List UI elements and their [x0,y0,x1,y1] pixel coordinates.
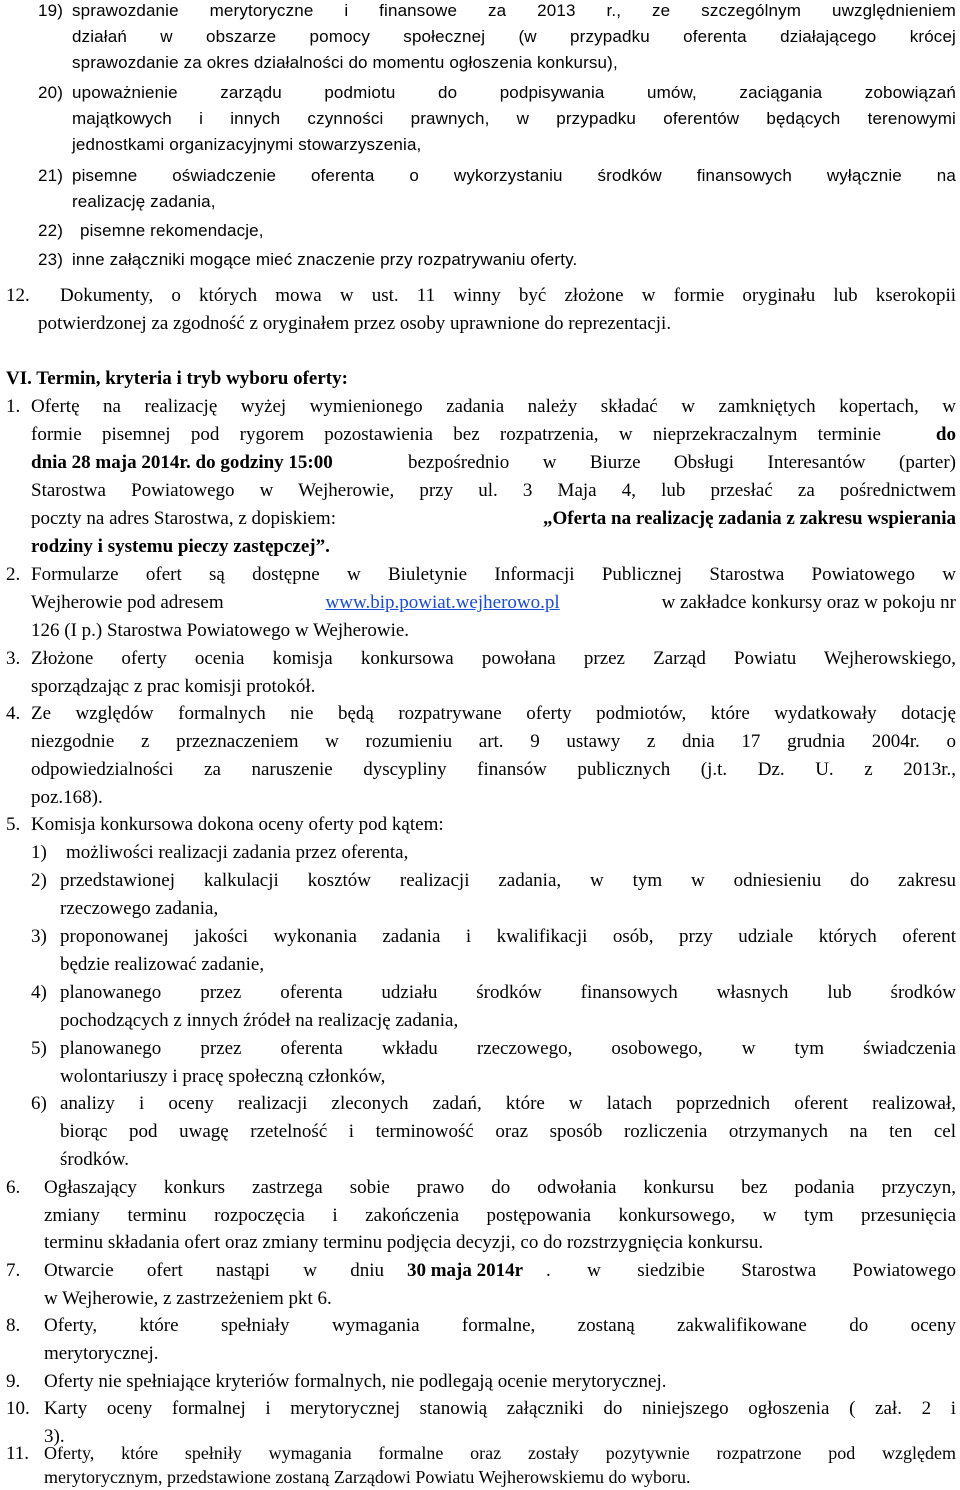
paragraph-line: Oferty nie spełniające kryteriów formalnych, nie podlegają ocenie merytorycznej. [44,1371,667,1392]
paragraph-line: Oferty, które spełniły wymagania formalne oraz zostały pozytywnie rozpatrzone pod względem [44,1443,956,1463]
paragraph-line: Oferty, które spełniały wymagania formalne, zostaną zakwalifikowane do oceny [44,1315,956,1336]
bip-link[interactable]: www.bip.powiat.wejherowo.pl [325,592,560,613]
criteria-line: możliwości realizacji zadania przez oferenta, [66,842,409,863]
list-item-line: działań w obszarze pomocy społecznej (w przypadku oferenta działającego krócej [72,27,956,46]
paragraph-line: 126 (I p.) Starostwa Powiatowego w Wejherowie. [31,620,410,641]
list-number: 19) [38,1,64,20]
paragraph-line: niezgodnie z przeznaczeniem w rozumieniu art. 9 ustawy z dnia 17 grudnia 2004r. o [31,731,956,752]
envelope-label: rodziny i systemu pieczy zastępczej”. [31,536,330,557]
paragraph-text: bezpośrednio w Biurze Obsługi Interesantów (parter) [408,452,956,473]
list-item-line: upoważnienie zarządu podmiotu do podpisywania umów, zaciągania zobowiązań [72,83,956,102]
paragraph-line: odpowiedzialności za naruszenie dyscypliny finansów publicznych (j.t. Dz. U. z 2013r., [31,759,956,780]
item-number: 11. [6,1443,30,1464]
paragraph-line: merytorycznej. [44,1343,159,1364]
list-item-line: jednostkami organizacyjnymi stowarzyszenia, [72,135,422,154]
list-item-line: majątkowych i innych czynności prawnych, w przypadku oferentów będących terenowymi [72,109,956,128]
item-number: 7. [6,1260,21,1281]
paragraph-text: w zakładce konkursy oraz w pokoju nr [661,592,956,613]
paragraph-line: poz.168). [31,787,103,808]
paragraph-text: formie pisemnej pod rygorem pozostawienia bez rozpatrzenia, w nieprzekraczalnym terminie [31,424,881,445]
criteria-number: 2) [31,870,47,891]
criteria-line: będzie realizować zadanie, [60,954,265,975]
list-number: 22) [38,221,64,240]
list-number: 23) [38,250,64,269]
criteria-line: biorąc pod uwagę rzetelność i terminowość oraz sposób rozliczenia otrzymanych na ten cel [60,1121,956,1142]
paragraph-line: zmiany terminu rozpoczęcia i zakończenia postępowania konkursowego, w tym przesunięcia [44,1205,956,1226]
criteria-line: wolontariuszy i pracę społeczną członków, [60,1066,386,1087]
item-number: 12. [6,285,30,306]
paragraph-line: 3). [44,1426,65,1447]
item-number: 9. [6,1371,21,1392]
envelope-label: „Oferta na realizację zadania z zakresu wspierania [542,508,956,529]
item-number: 3. [6,648,21,669]
deadline-text: do [935,424,956,445]
item-number: 6. [6,1177,21,1198]
criteria-line: analizy i oceny realizacji zleconych zadań, które w latach poprzednich oferent realizował, [60,1093,956,1114]
criteria-number: 1) [31,842,47,863]
criteria-line: planowanego przez oferenta udziału środków finansowych własnych lub środków [60,982,956,1003]
criteria-line: planowanego przez oferenta wkładu rzeczowego, osobowego, w tym świadczenia [60,1038,956,1059]
item-number: 4. [6,703,21,724]
list-item-line: inne załączniki mogące mieć znaczenie przy rozpatrywaniu oferty. [72,250,578,269]
criteria-number: 4) [31,982,47,1003]
item-number: 8. [6,1315,21,1336]
paragraph-line: Ofertę na realizację wyżej wymienionego zadania należy składać w zamkniętych kopertach, w [31,396,956,417]
paragraph-line [31,424,956,446]
section-heading: VI. Termin, kryteria i tryb wyboru oferty: [6,368,348,389]
paragraph-text: . w siedzibie Starostwa Powiatowego [546,1260,956,1281]
criteria-number: 5) [31,1038,47,1059]
paragraph-line [31,508,956,530]
list-number: 20) [38,83,64,102]
paragraph-line: terminu składania ofert oraz zmiany terminu podjęcia decyzji, co do rozstrzygnięcia konkursu. [44,1232,764,1253]
criteria-line: proponowanej jakości wykonania zadania i kwalifikacji osób, przy udziale których oferent [60,926,956,947]
paragraph-line: merytorycznym, przedstawione zostaną Zarządowi Powiatu Wejherowskiemu do wyboru. [44,1467,691,1487]
criteria-line: rzeczowego zadania, [60,898,219,919]
paragraph-line: Złożone oferty ocenia komisja konkursowa powołana przez Zarząd Powiatu Wejherowskiego, [31,648,956,669]
criteria-line: środków. [60,1149,129,1170]
paragraph-line [31,452,956,474]
item-number: 1. [6,396,21,417]
criteria-number: 3) [31,926,47,947]
paragraph-line [31,592,956,614]
opening-date: 30 maja 2014r [406,1260,524,1281]
list-item-line: sprawozdanie merytoryczne i finansowe za 2013 r., ze szczególnym uwzględnieniem [72,1,956,20]
item-number: 10. [6,1398,30,1419]
paragraph-line: sporządzając z prac komisji protokół. [31,676,316,697]
paragraph-text: Wejherowie pod adresem [31,592,224,613]
list-item-line: realizację zadania, [72,192,216,211]
list-number: 21) [38,166,64,185]
paragraph-line: Formularze ofert są dostępne w Biuletynie Informacji Publicznej Starostwa Powiatowego w [31,564,956,585]
paragraph-line: Dokumenty, o których mowa w ust. 11 winny być złożone w formie oryginału lub kserokopii [60,285,956,306]
paragraph-text: Otwarcie ofert nastąpi w dniu [44,1260,384,1281]
criteria-line: przedstawionej kalkulacji kosztów realizacji zadania, w tym w odniesieniu do zakresu [60,870,956,891]
item-number: 5. [6,814,21,835]
paragraph-line: Karty oceny formalnej i merytorycznej stanowią załączniki do niniejszego ogłoszenia ( zał. 2 i [44,1398,956,1419]
paragraph-line: Komisja konkursowa dokona oceny oferty pod kątem: [31,814,444,835]
paragraph-text: poczty na adres Starostwa, z dopiskiem: [31,508,336,529]
paragraph-line: Ze względów formalnych nie będą rozpatrywane oferty podmiotów, które wydatkowały dotację [31,703,956,724]
list-item-line: pisemne rekomendacje, [80,221,264,240]
criteria-number: 6) [31,1093,47,1114]
deadline-text: dnia 28 maja 2014r. do godziny 15:00 [31,452,333,473]
paragraph-line [44,1260,956,1282]
list-item-line: sprawozdanie za okres działalności do momentu ogłoszenia konkursu), [72,53,618,72]
paragraph-line: w Wejherowie, z zastrzeżeniem pkt 6. [44,1288,332,1309]
item-number: 2. [6,564,21,585]
paragraph-line: Ogłaszający konkurs zastrzega sobie prawo do odwołania konkursu bez podania przyczyn, [44,1177,956,1198]
paragraph-line: potwierdzonej za zgodność z oryginałem przez osoby uprawnione do reprezentacji. [38,313,672,334]
list-item-line: pisemne oświadczenie oferenta o wykorzystaniu środków finansowych wyłącznie na [72,166,956,185]
criteria-line: pochodzących z innych źródeł na realizację zadania, [60,1010,459,1031]
paragraph-line: Starostwa Powiatowego w Wejherowie, przy ul. 3 Maja 4, lub przesłać za pośrednictwem [31,480,956,501]
